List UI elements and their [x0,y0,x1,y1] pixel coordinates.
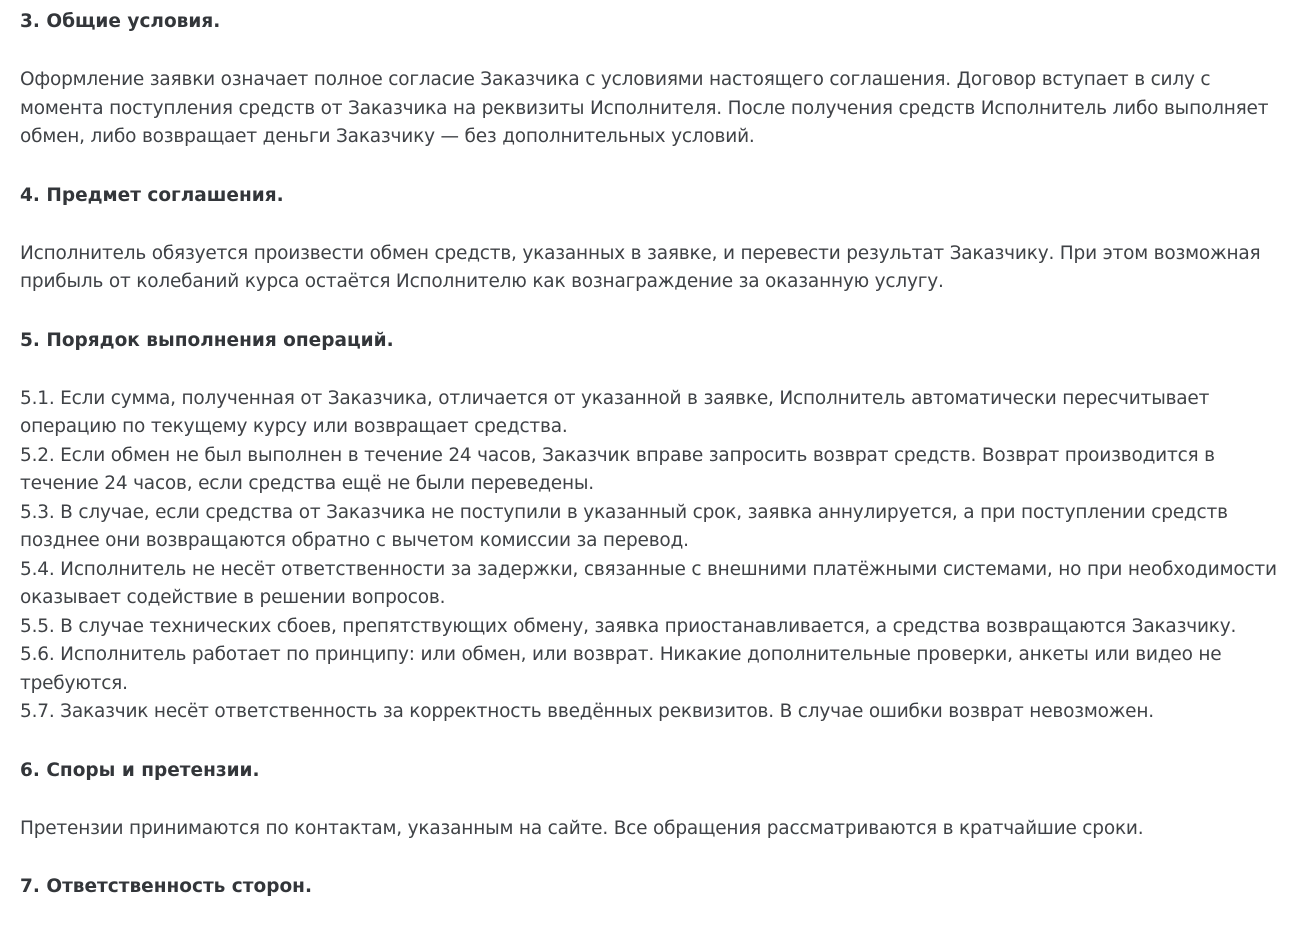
section-7-heading: 7. Ответственность сторон. [20,876,312,897]
section-6-heading: 6. Споры и претензии. [20,759,260,781]
section-5-heading: 5. Порядок выполнения операций. [20,329,394,351]
section-6-paragraph: Претензии принимаются по контактам, указанным на сайте. Все обращения рассматриваются в кратчайшие сроки. [20,817,1144,839]
list-item: 5.3. В случае, если средства от Заказчика не поступили в указанный срок, заявка аннулируется, а при поступлении средств позднее они возвращаются обратно с вычетом комиссии за перевод. [20,501,1228,551]
list-item: 5.5. В случае технических сбоев, препятствующих обмену, заявка приостанавливается, а средства возвращаются Заказчику. [20,615,1237,637]
section-3-heading: 3. Общие условия. [20,11,221,32]
list-item: 5.2. Если обмен не был выполнен в течение 24 часов, Заказчик вправе запросить возврат средств. Возврат производится в течение 24 часов, если средства ещё не были переведены. [20,444,1215,494]
section-4-paragraph: Исполнитель обязуется произвести обмен средств, указанных в заявке, и перевести результат Заказчику. При этом возможная прибыль от колебаний курса остаётся Исполнителю как вознаграждение за оказанную услугу. [20,242,1261,292]
section-4-heading: 4. Предмет соглашения. [20,184,284,206]
list-item: 5.4. Исполнитель не несёт ответственности за задержки, связанные с внешними платёжными системами, но при необходимости оказывает содействие в решении вопросов. [20,558,1277,608]
list-item: 5.6. Исполнитель работает по принципу: или обмен, или возврат. Никакие дополнительные проверки, анкеты или видео не требуются. [20,644,1222,694]
section-5-list [20,385,1282,727]
list-item: 5.1. Если сумма, полученная от Заказчика, отличается от указанной в заявке, Исполнитель автоматически пересчитывает операцию по текущему курсу или возвращает средства. [20,387,1210,437]
list-item: 5.7. Заказчик несёт ответственность за корректность введённых реквизитов. В случае ошибки возврат невозможен. [20,701,1154,722]
section-3-paragraph: Оформление заявки означает полное согласие Заказчика с условиями настоящего соглашения. Договор вступает в силу с момента поступления средств от Заказчика на реквизиты Исполнителя. После получения средств Исполнитель либо выполняет обмен, либо возвращает деньги Заказчику — без дополнительных условий. [20,69,1269,147]
